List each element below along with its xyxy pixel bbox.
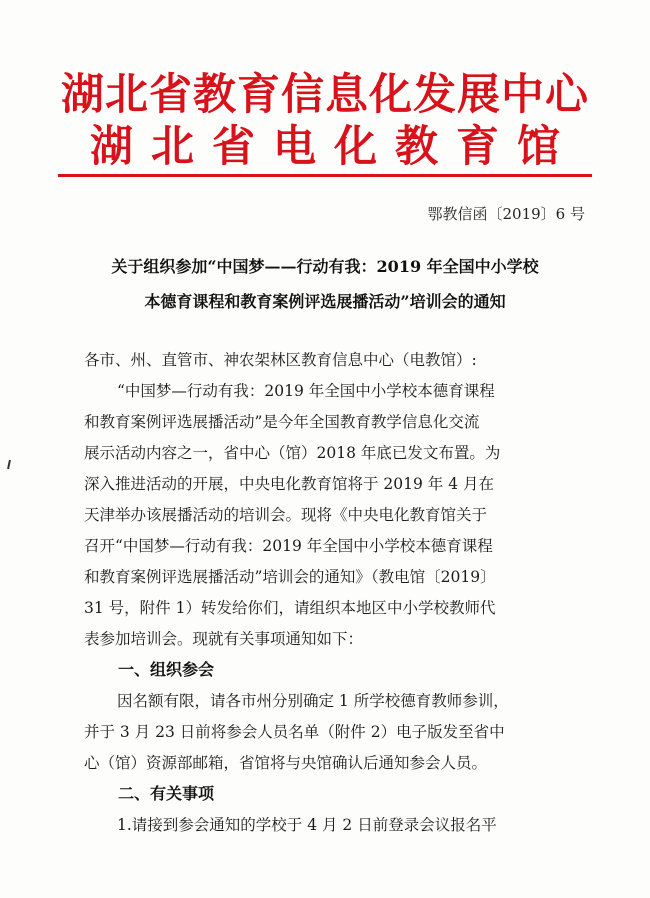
subject-line-2: 本德育课程和教育案例评选展播活动”培训会的通知 [144,292,506,311]
salutation: 各市、州、直管市、神农架林区教育信息中心（电教馆）: [84,351,477,369]
body-line: 1.请接到参会通知的学校于 4 月 2 日前登录会议报名平 [117,816,497,834]
body-line: 深入推进活动的开展，中央电化教育馆将于 2019 年 4 月在 [84,475,495,493]
body-line: 和教育案例评选展播活动”培训会的通知》（教电馆〔2019〕 [84,568,496,586]
document-number: 鄂教信函〔2019〕6 号 [427,205,585,223]
body-line: 天津举办该展播活动的培训会。现将《中央电化教育馆关于 [84,506,488,524]
body-line: 表参加培训会。现就有关事项通知如下： [84,630,364,648]
body-line: 心（馆）资源部邮箱，省馆将与央馆确认后通知参会人员。 [84,754,488,772]
body-line: 并于 3 月 23 日前将参会人员名单（附件 2）电子版发至省中 [84,723,505,741]
body-line: 31 号，附件 1）转发给你们，请组织本地区中小学校教师代 [84,599,496,617]
body-line: “中国梦—行动有我：2019 年全国中小学校本德育课程 [117,382,495,400]
scan-speck [7,460,11,469]
body-line: 和教育案例评选展播活动”是今年全国教育教学信息化交流 [84,413,480,431]
section-heading-1: 一、组织参会 [118,660,215,679]
header-divider [58,174,592,177]
body-line: 展示活动内容之一，省中心（馆）2018 年底已发文布置。为 [84,444,501,462]
subject-line-1: 关于组织参加“中国梦——行动有我：2019 年全国中小学校 [111,257,539,276]
body-line: 召开“中国梦—行动有我：2019 年全国中小学校本德育课程 [84,537,493,555]
issuer-name-line-1: 湖北省教育信息化发展中心 [61,70,589,120]
section-heading-2: 二、有关事项 [118,784,215,803]
body-line: 因名额有限，请各市州分别确定 1 所学校德育教师参训， [117,692,509,710]
issuer-name-line-2: 湖北省电化教育馆 [90,122,578,172]
